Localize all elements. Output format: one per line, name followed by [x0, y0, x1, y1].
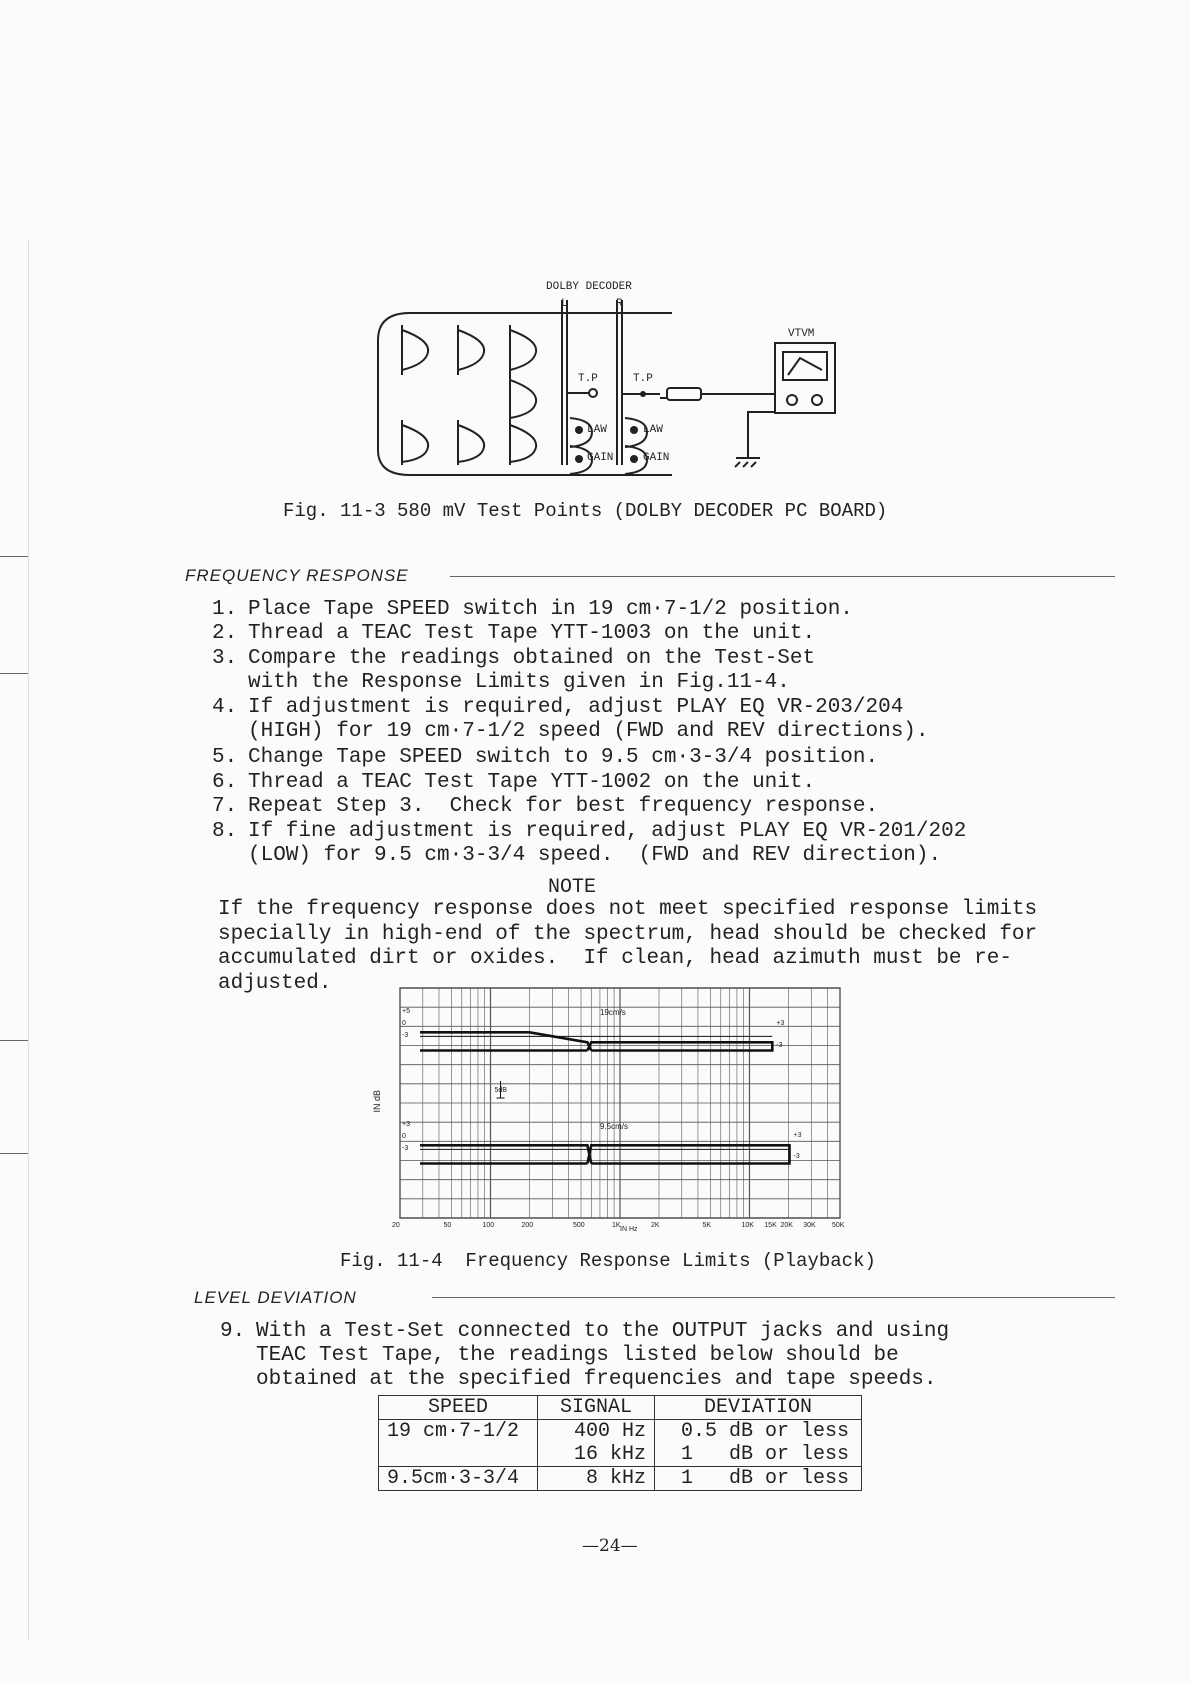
step-line: Repeat Step 3. Check for best frequency response.	[248, 795, 879, 819]
law-label-r: LAW	[643, 424, 663, 436]
table-header-row	[379, 1396, 862, 1420]
x-tick-label: 30K	[803, 1222, 816, 1229]
level-deviation-heading: LEVEL DEVIATION	[194, 1288, 357, 1307]
speed-cell: 9.5cm·3-3/4	[379, 1467, 538, 1491]
right-limit-label: +3	[776, 1020, 785, 1027]
step-number: 8.	[212, 819, 238, 843]
channel-r-label: R	[616, 298, 623, 310]
x-tick-label: 200	[521, 1222, 534, 1229]
step-number: 3.	[212, 646, 238, 670]
column-header: DEVIATION	[655, 1396, 862, 1420]
column-header: SIGNAL	[538, 1396, 655, 1420]
frequency-response-heading: FREQUENCY RESPONSE	[185, 566, 409, 585]
scale-label: 5dB	[494, 1087, 507, 1094]
deviation-cell: 1 dB or less	[655, 1467, 862, 1491]
step-number: 5.	[212, 746, 238, 770]
speed-cell	[379, 1443, 538, 1467]
step-line: Compare the readings obtained on the Test-Set	[248, 646, 816, 670]
table-row	[379, 1420, 862, 1444]
step-line: Thread a TEAC Test Tape YTT-1002 on the unit.	[248, 770, 816, 794]
test-point-label-r: T.P	[633, 373, 653, 385]
dolby-decoder-label: DOLBY DECODER	[546, 281, 632, 293]
step-line: Thread a TEAC Test Tape YTT-1003 on the unit.	[248, 622, 816, 646]
x-tick-label: 100	[482, 1222, 495, 1229]
deviation-cell: 1 dB or less	[655, 1443, 862, 1467]
step-line: With a Test-Set connected to the OUTPUT jacks and using	[256, 1320, 950, 1343]
note-line: adjusted.	[218, 971, 332, 995]
note-line: specially in high-end of the spectrum, head should be checked for	[218, 922, 1038, 946]
fig-11-3-caption: Fig. 11-3 580 mV Test Points (DOLBY DECODER PC BOARD)	[283, 500, 888, 522]
left-limit-label: 0	[402, 1020, 406, 1027]
column-header: SPEED	[379, 1396, 538, 1420]
step-line: If fine adjustment is required, adjust PLAY EQ VR-201/202	[248, 819, 967, 843]
page-number: —24—	[582, 1536, 638, 1556]
right-limit-label: -3	[793, 1153, 800, 1160]
y-axis-label: IN dB	[372, 1090, 382, 1113]
signal-cell: 8 kHz	[538, 1467, 655, 1491]
signal-cell: 16 kHz	[538, 1443, 655, 1467]
x-tick-label: 20	[392, 1222, 400, 1229]
left-limit-label: 0	[402, 1133, 406, 1140]
step-number: 4.	[212, 695, 238, 719]
x-tick-label: 1K	[612, 1222, 621, 1229]
step-number: 6.	[212, 770, 238, 794]
x-tick-label: 2K	[650, 1222, 660, 1229]
signal-cell: 400 Hz	[538, 1420, 655, 1444]
x-tick-label: 15K	[764, 1222, 777, 1229]
step-line: TEAC Test Tape, the readings listed below should be	[256, 1344, 899, 1367]
right-limit-label: +3	[793, 1132, 802, 1139]
x-axis-label: IN Hz	[620, 1226, 638, 1233]
x-tick-label: 50K	[832, 1222, 845, 1229]
note-line: accumulated dirt or oxides. If clean, head azimuth must be re-	[218, 947, 1012, 970]
step-line: Place Tape SPEED switch in 19 cm·7-1/2 position.	[248, 598, 853, 621]
upper-response-limit	[420, 1032, 772, 1050]
vtvm-label: VTVM	[788, 328, 815, 340]
step-number: 1.	[212, 598, 238, 621]
left-limit-label: -3	[402, 1145, 409, 1152]
x-tick-label: 10K	[741, 1222, 754, 1229]
fig-11-4-caption: Fig. 11-4 Frequency Response Limits (Playback)	[340, 1250, 876, 1272]
step-number: 7.	[212, 795, 238, 819]
step-line: with the Response Limits given in Fig.11-4.	[248, 671, 790, 695]
step-line: If adjustment is required, adjust PLAY EQ VR-203/204	[248, 695, 904, 719]
right-limit-label: -3	[776, 1042, 783, 1049]
channel-l-label: L	[561, 298, 568, 310]
step-number: 9.	[220, 1320, 246, 1343]
note-line: If the frequency response does not meet specified response limits	[218, 898, 1038, 921]
step-line: obtained at the specified frequencies and tape speeds.	[256, 1368, 937, 1391]
test-point-label-l: T.P	[578, 373, 598, 385]
x-tick-label: 500	[573, 1222, 585, 1229]
x-tick-label: 20K	[780, 1222, 793, 1229]
upper-speed-label: 19cm/s	[600, 1008, 626, 1017]
table-row	[379, 1467, 862, 1491]
gain-label-r: GAIN	[643, 452, 670, 464]
step-line: Change Tape SPEED switch to 9.5 cm·3-3/4 position.	[248, 746, 879, 770]
step-number: 2.	[212, 622, 238, 646]
x-tick-label: 5K	[702, 1222, 712, 1229]
left-limit-label: +3	[402, 1121, 410, 1128]
lower-speed-label: 9.5cm/s	[600, 1122, 629, 1131]
deviation-cell: 0.5 dB or less	[655, 1420, 862, 1444]
heading-rule	[432, 1297, 1115, 1298]
gain-label-l: GAIN	[587, 452, 614, 464]
level-deviation-table	[378, 1395, 862, 1491]
law-label-l: LAW	[587, 424, 607, 436]
left-limit-label: +5	[402, 1008, 410, 1015]
table-row	[379, 1443, 862, 1467]
speed-cell: 19 cm·7-1/2	[379, 1420, 538, 1444]
left-limit-label: -3	[402, 1032, 409, 1039]
x-tick-label: 50	[443, 1222, 452, 1229]
step-line: (LOW) for 9.5 cm·3-3/4 speed. (FWD and REV direction).	[248, 844, 942, 867]
step-line: (HIGH) for 19 cm·7-1/2 speed (FWD and REV directions).	[248, 720, 929, 743]
note-title: NOTE	[548, 876, 597, 899]
